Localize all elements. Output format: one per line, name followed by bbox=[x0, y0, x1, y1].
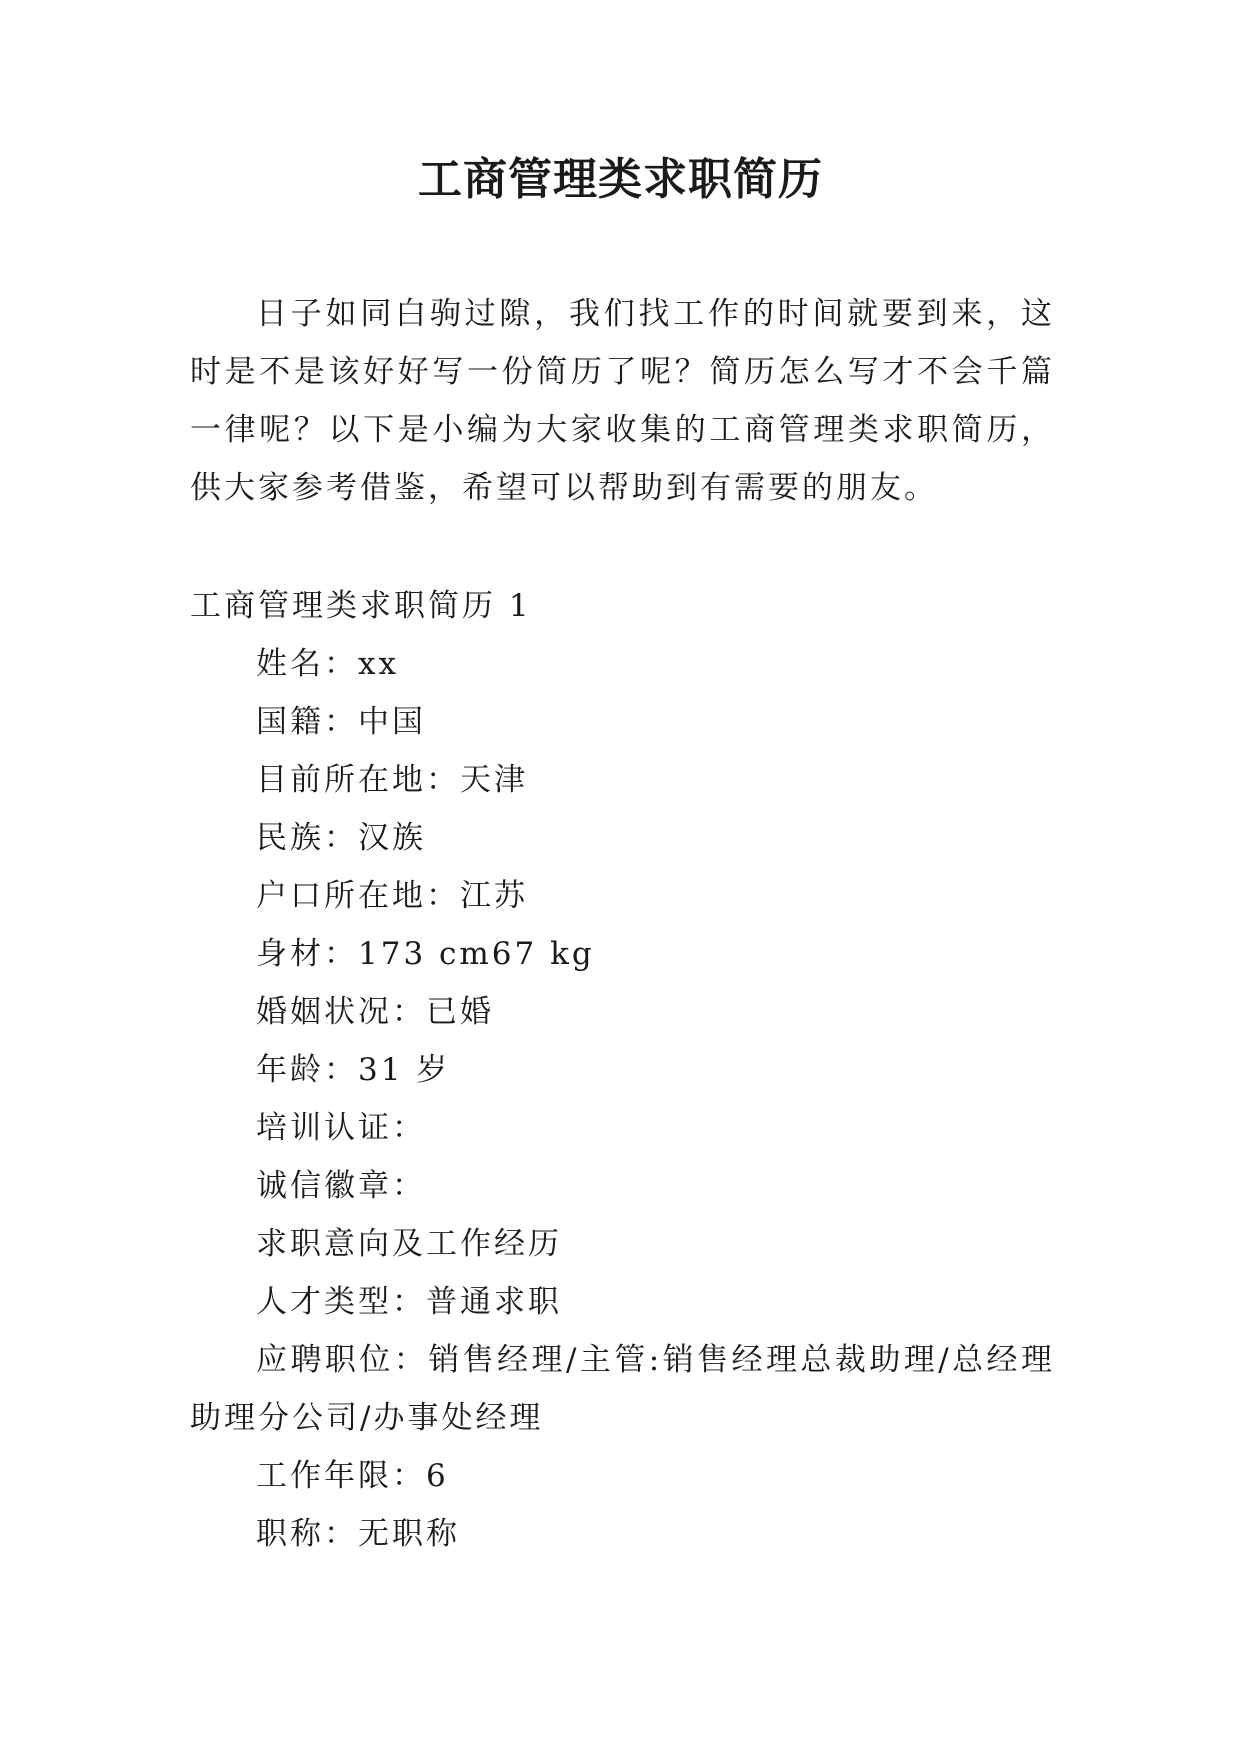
field-work-years: 工作年限：6 bbox=[256, 1458, 449, 1494]
field-professional-title: 职称：无职称 bbox=[256, 1516, 460, 1552]
document-title: 工商管理类求职简历 bbox=[418, 154, 823, 205]
resume-field-list bbox=[190, 635, 1055, 1563]
field-talent-type: 人才类型：普通求职 bbox=[256, 1284, 562, 1320]
field-marital-status: 婚姻状况：已婚 bbox=[256, 994, 494, 1030]
field-applied-position: 应聘职位：销售经理/主管:销售经理总裁助理/总经理助理分公司/办事处经理 bbox=[190, 1342, 1055, 1436]
section-heading: 工商管理类求职简历 1 bbox=[190, 588, 532, 624]
field-current-location: 目前所在地：天津 bbox=[256, 762, 528, 798]
field-age: 年龄：31 岁 bbox=[256, 1052, 451, 1088]
field-ethnicity: 民族：汉族 bbox=[256, 820, 426, 856]
field-height-weight: 身材：173 cm67 kg bbox=[256, 936, 595, 972]
field-nationality: 国籍：中国 bbox=[256, 704, 426, 740]
intro-paragraph: 日子如同白驹过隙，我们找工作的时间就要到来，这时是不是该好好写一份简历了呢？简历怎么写才不会千篇一律呢？以下是小编为大家收集的工商管理类求职简历，供大家参考借鉴，希望可以帮助到有需要的朋友。 bbox=[190, 296, 1055, 506]
field-job-intention-heading: 求职意向及工作经历 bbox=[256, 1226, 562, 1262]
field-household-registration: 户口所在地：江苏 bbox=[256, 878, 528, 914]
field-integrity-badge: 诚信徽章： bbox=[256, 1168, 426, 1204]
field-name: 姓名：xx bbox=[256, 646, 399, 682]
field-training-certification: 培训认证： bbox=[256, 1110, 426, 1146]
